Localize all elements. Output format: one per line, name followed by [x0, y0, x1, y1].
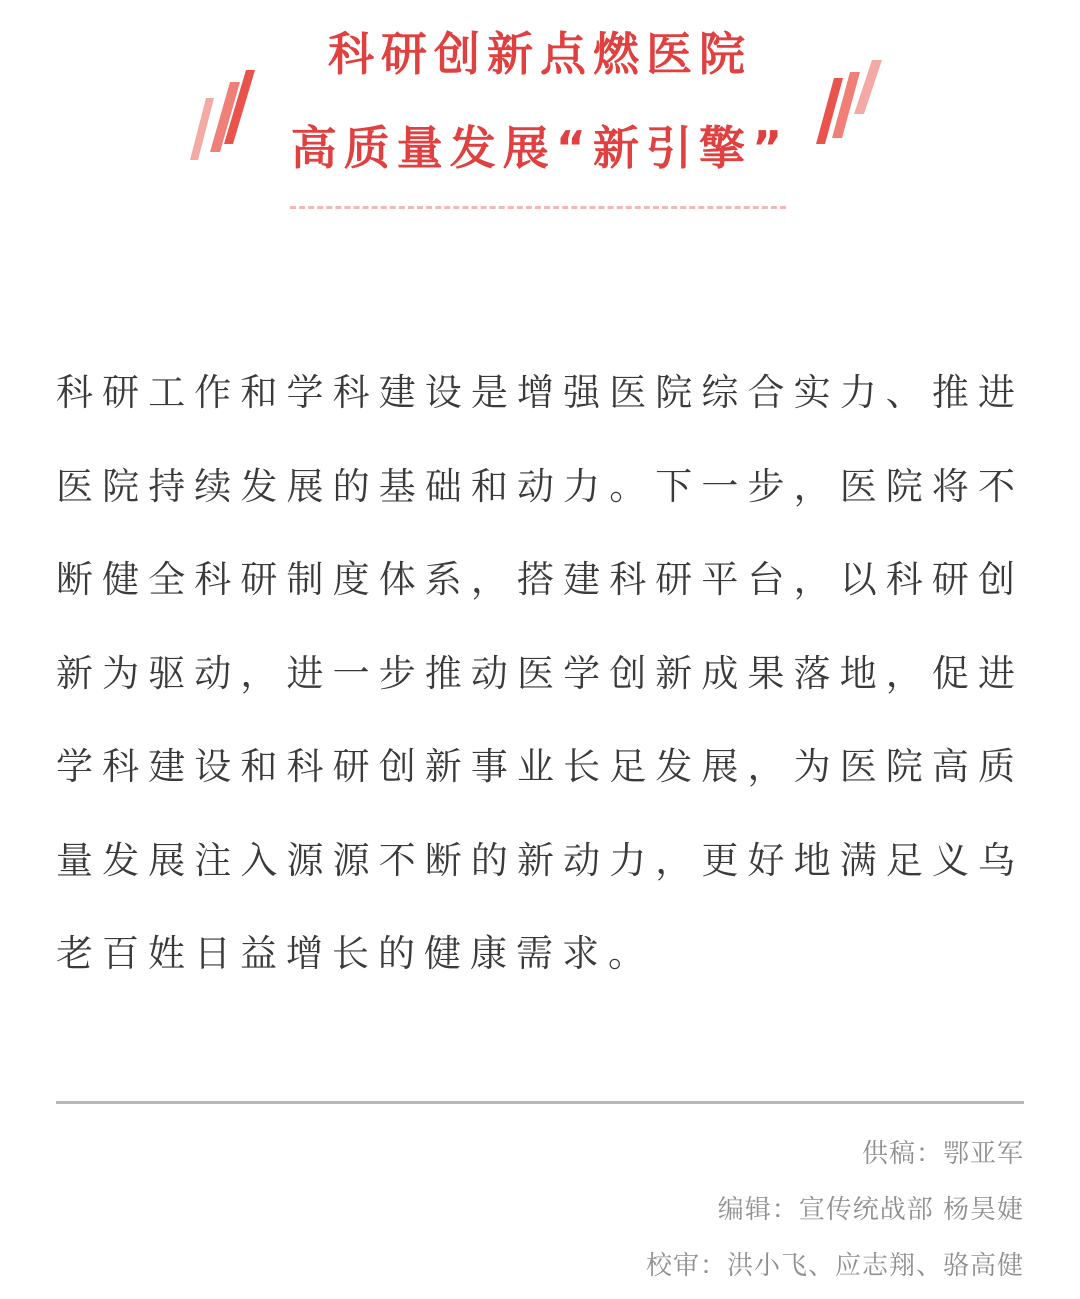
credits-block — [56, 1126, 1024, 1294]
article-title-line-2: 高质量发展“新引擎” — [290, 121, 790, 175]
credit-contributor: 供稿：鄂亚军 — [861, 1139, 1024, 1169]
decorative-slashes-right-icon — [812, 52, 892, 162]
article-title-line-1: 科研创新点燃医院 — [328, 27, 752, 81]
footer-divider — [56, 1101, 1024, 1104]
credit-reviewer: 校审：洪小飞、应志翔、骆高健 — [645, 1251, 1024, 1281]
article-paragraph: 科研工作和学科建设是增强医院综合实力、推进医院持续发展的基础和动力。下一步，医院将不断健全科研制度体系，搭建科研平台，以科研创新为驱动，进一步推动医学创新成果落地，促进学科建设和科研创新事业长足发展，为医院高质量发展注入源源不断的新动力，更好地满足义乌老百姓日益增长的健康需求。 — [56, 371, 1024, 975]
title-dashed-divider — [290, 206, 786, 209]
article-header — [0, 0, 1080, 230]
credit-editor: 编辑：宣传统战部 杨昊婕 — [717, 1195, 1024, 1225]
